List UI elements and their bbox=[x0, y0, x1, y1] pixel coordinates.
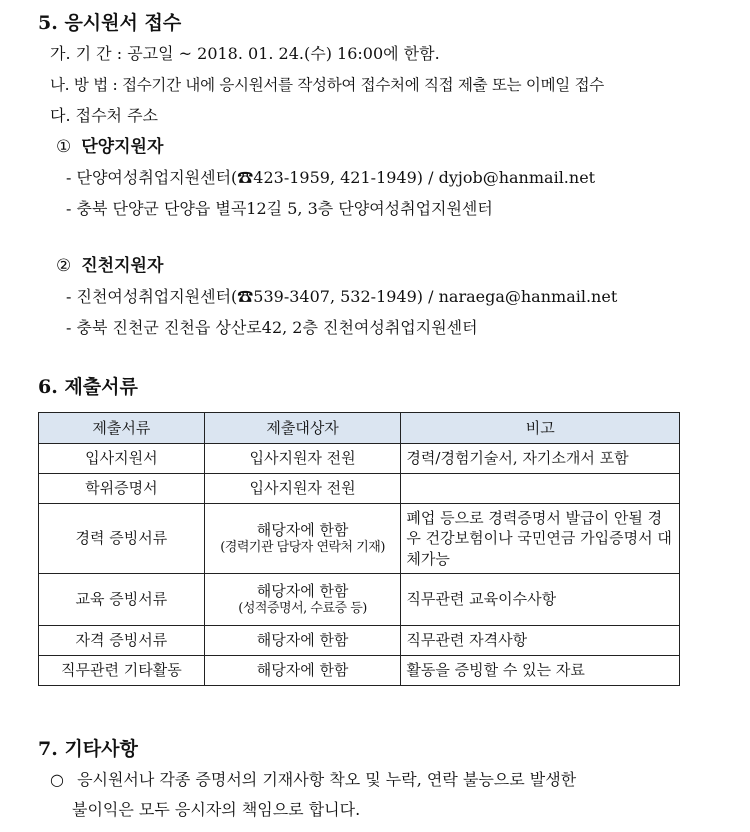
row-target: 해당자에 한함 bbox=[256, 521, 349, 539]
header-note: 비고 bbox=[401, 413, 680, 444]
table-header-row bbox=[39, 413, 680, 444]
row-doc: 경력 증빙서류 bbox=[39, 504, 205, 574]
notice-line-1 bbox=[50, 770, 576, 790]
table-row bbox=[39, 444, 680, 474]
row-note: 직무관련 자격사항 bbox=[401, 626, 680, 656]
header-target: 제출대상자 bbox=[204, 413, 401, 444]
office2-heading bbox=[56, 256, 163, 277]
row-note bbox=[401, 474, 680, 504]
row-target: 해당자에 한함 bbox=[204, 656, 401, 686]
row-target: 해당자에 한함 bbox=[204, 626, 401, 656]
row-doc: 입사지원서 bbox=[39, 444, 205, 474]
row-note: 폐업 등으로 경력증명서 발급이 안될 경우 건강보험이나 국민연금 가입증명서 대체가능 bbox=[401, 504, 680, 574]
table-row bbox=[39, 574, 680, 626]
office1-name: 단양지원자 bbox=[81, 137, 164, 157]
section-5-title: 5. 응시원서 접수 bbox=[38, 12, 182, 34]
office2-address: - 충북 진천군 진천읍 상산로42, 2층 진천여성취업지원센터 bbox=[66, 318, 478, 337]
row-target: 해당자에 한함 bbox=[256, 582, 349, 600]
office2-name: 진천지원자 bbox=[81, 256, 164, 276]
office1-contact: - 단양여성취업지원센터(☎423-1959, 421-1949) / dyjob@hanmail.net bbox=[66, 168, 596, 187]
row-target-note: (성적증명서, 수료증 등) bbox=[238, 600, 367, 616]
header-doc: 제출서류 bbox=[39, 413, 205, 444]
office2-contact: - 진천여성취업지원센터(☎539-3407, 532-1949) / naraega@hanmail.net bbox=[66, 287, 618, 306]
table-row bbox=[39, 474, 680, 504]
notice-text-1: 응시원서나 각종 증명서의 기재사항 착오 및 누락, 연락 불능으로 발생한 bbox=[77, 770, 577, 789]
row-note: 경력/경험기술서, 자기소개서 포함 bbox=[401, 444, 680, 474]
bullet-icon: ○ bbox=[50, 770, 64, 789]
period-line: 가. 기 간 : 공고일 ~ 2018. 01. 24.(수) 16:00에 한함. bbox=[50, 44, 440, 63]
row-target-cell bbox=[204, 574, 401, 626]
section-6-title: 6. 제출서류 bbox=[38, 376, 138, 398]
table-row bbox=[39, 656, 680, 686]
row-doc: 직무관련 기타활동 bbox=[39, 656, 205, 686]
section-7-title: 7. 기타사항 bbox=[38, 738, 138, 760]
row-note: 활동을 증빙할 수 있는 자료 bbox=[401, 656, 680, 686]
row-doc: 학위증명서 bbox=[39, 474, 205, 504]
address-heading: 다. 접수처 주소 bbox=[50, 106, 158, 125]
office2-marker: ② bbox=[56, 256, 72, 276]
office1-address: - 충북 단양군 단양읍 별곡12길 5, 3층 단양여성취업지원센터 bbox=[66, 199, 493, 218]
row-target: 입사지원자 전원 bbox=[204, 474, 401, 504]
table-row bbox=[39, 626, 680, 656]
method-line: 나. 방 법 : 접수기간 내에 응시원서를 작성하여 접수처에 직접 제출 또는 이메일 접수 bbox=[50, 76, 604, 94]
office1-marker: ① bbox=[56, 137, 72, 157]
row-doc: 자격 증빙서류 bbox=[39, 626, 205, 656]
documents-table bbox=[38, 412, 680, 686]
notice-text-2: 불이익은 모두 응시자의 책임으로 합니다. bbox=[72, 800, 361, 819]
row-target-cell bbox=[204, 504, 401, 574]
row-target: 입사지원자 전원 bbox=[204, 444, 401, 474]
row-doc: 교육 증빙서류 bbox=[39, 574, 205, 626]
office1-heading bbox=[56, 137, 163, 158]
table-row bbox=[39, 504, 680, 574]
row-note: 직무관련 교육이수사항 bbox=[401, 574, 680, 626]
row-target-note: (경력기관 담당자 연락처 기재) bbox=[220, 539, 385, 555]
